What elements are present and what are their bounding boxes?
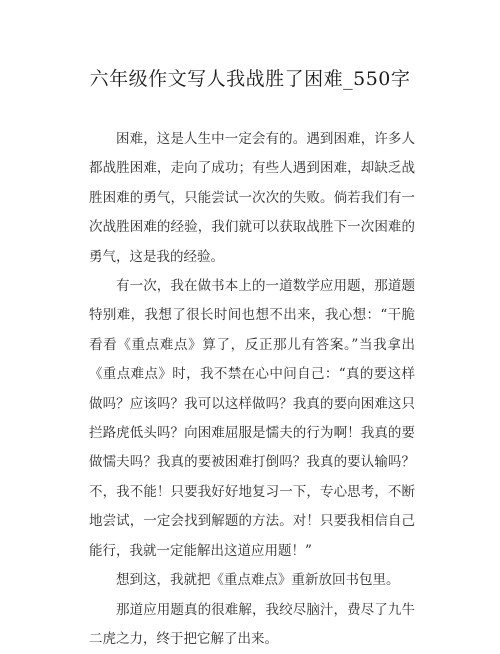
paragraph: 困难，这是人生中一定会有的。遇到困难，许多人都战胜困难，走向了成功；有些人遇到困难，却缺乏战胜困难的勇气，只能尝试一次次的失败。倘若我们有一次战胜困难的经验，我们就可以获取战胜下一次困难的勇气，这是我的经验。 [89,125,415,272]
article-body [89,125,415,654]
paragraph: 想到这，我就把《重点难点》重新放回书包里。 [89,566,415,595]
page-title: 六年级作文写人我战胜了困难_550字 [0,66,500,92]
paragraph: 有一次，我在做书本上的一道数学应用题，那道题特别难，我想了很长时间也想不出来，我心想：“干脆看看《重点难点》算了，反正那儿有答案。”当我拿出《重点难点》时，我不禁在心中问自己：“真的要这样做吗？应该吗？我可以这样做吗？我真的要向困难这只拦路虎低头吗？向困难屈服是懦夫的行为啊！我真的要做懦夫吗？我真的要被困难打倒吗？我真的要认输吗？不，我不能！只要我好好地复习一下，专心思考，不断地尝试，一定会找到解题的方法。对！只要我相信自己能行，我就一定能解出这道应用题！” [89,272,415,566]
paragraph: 那道应用题真的很难解，我绞尽脑汁，费尽了九牛二虎之力，终于把它解了出来。 [89,596,415,654]
